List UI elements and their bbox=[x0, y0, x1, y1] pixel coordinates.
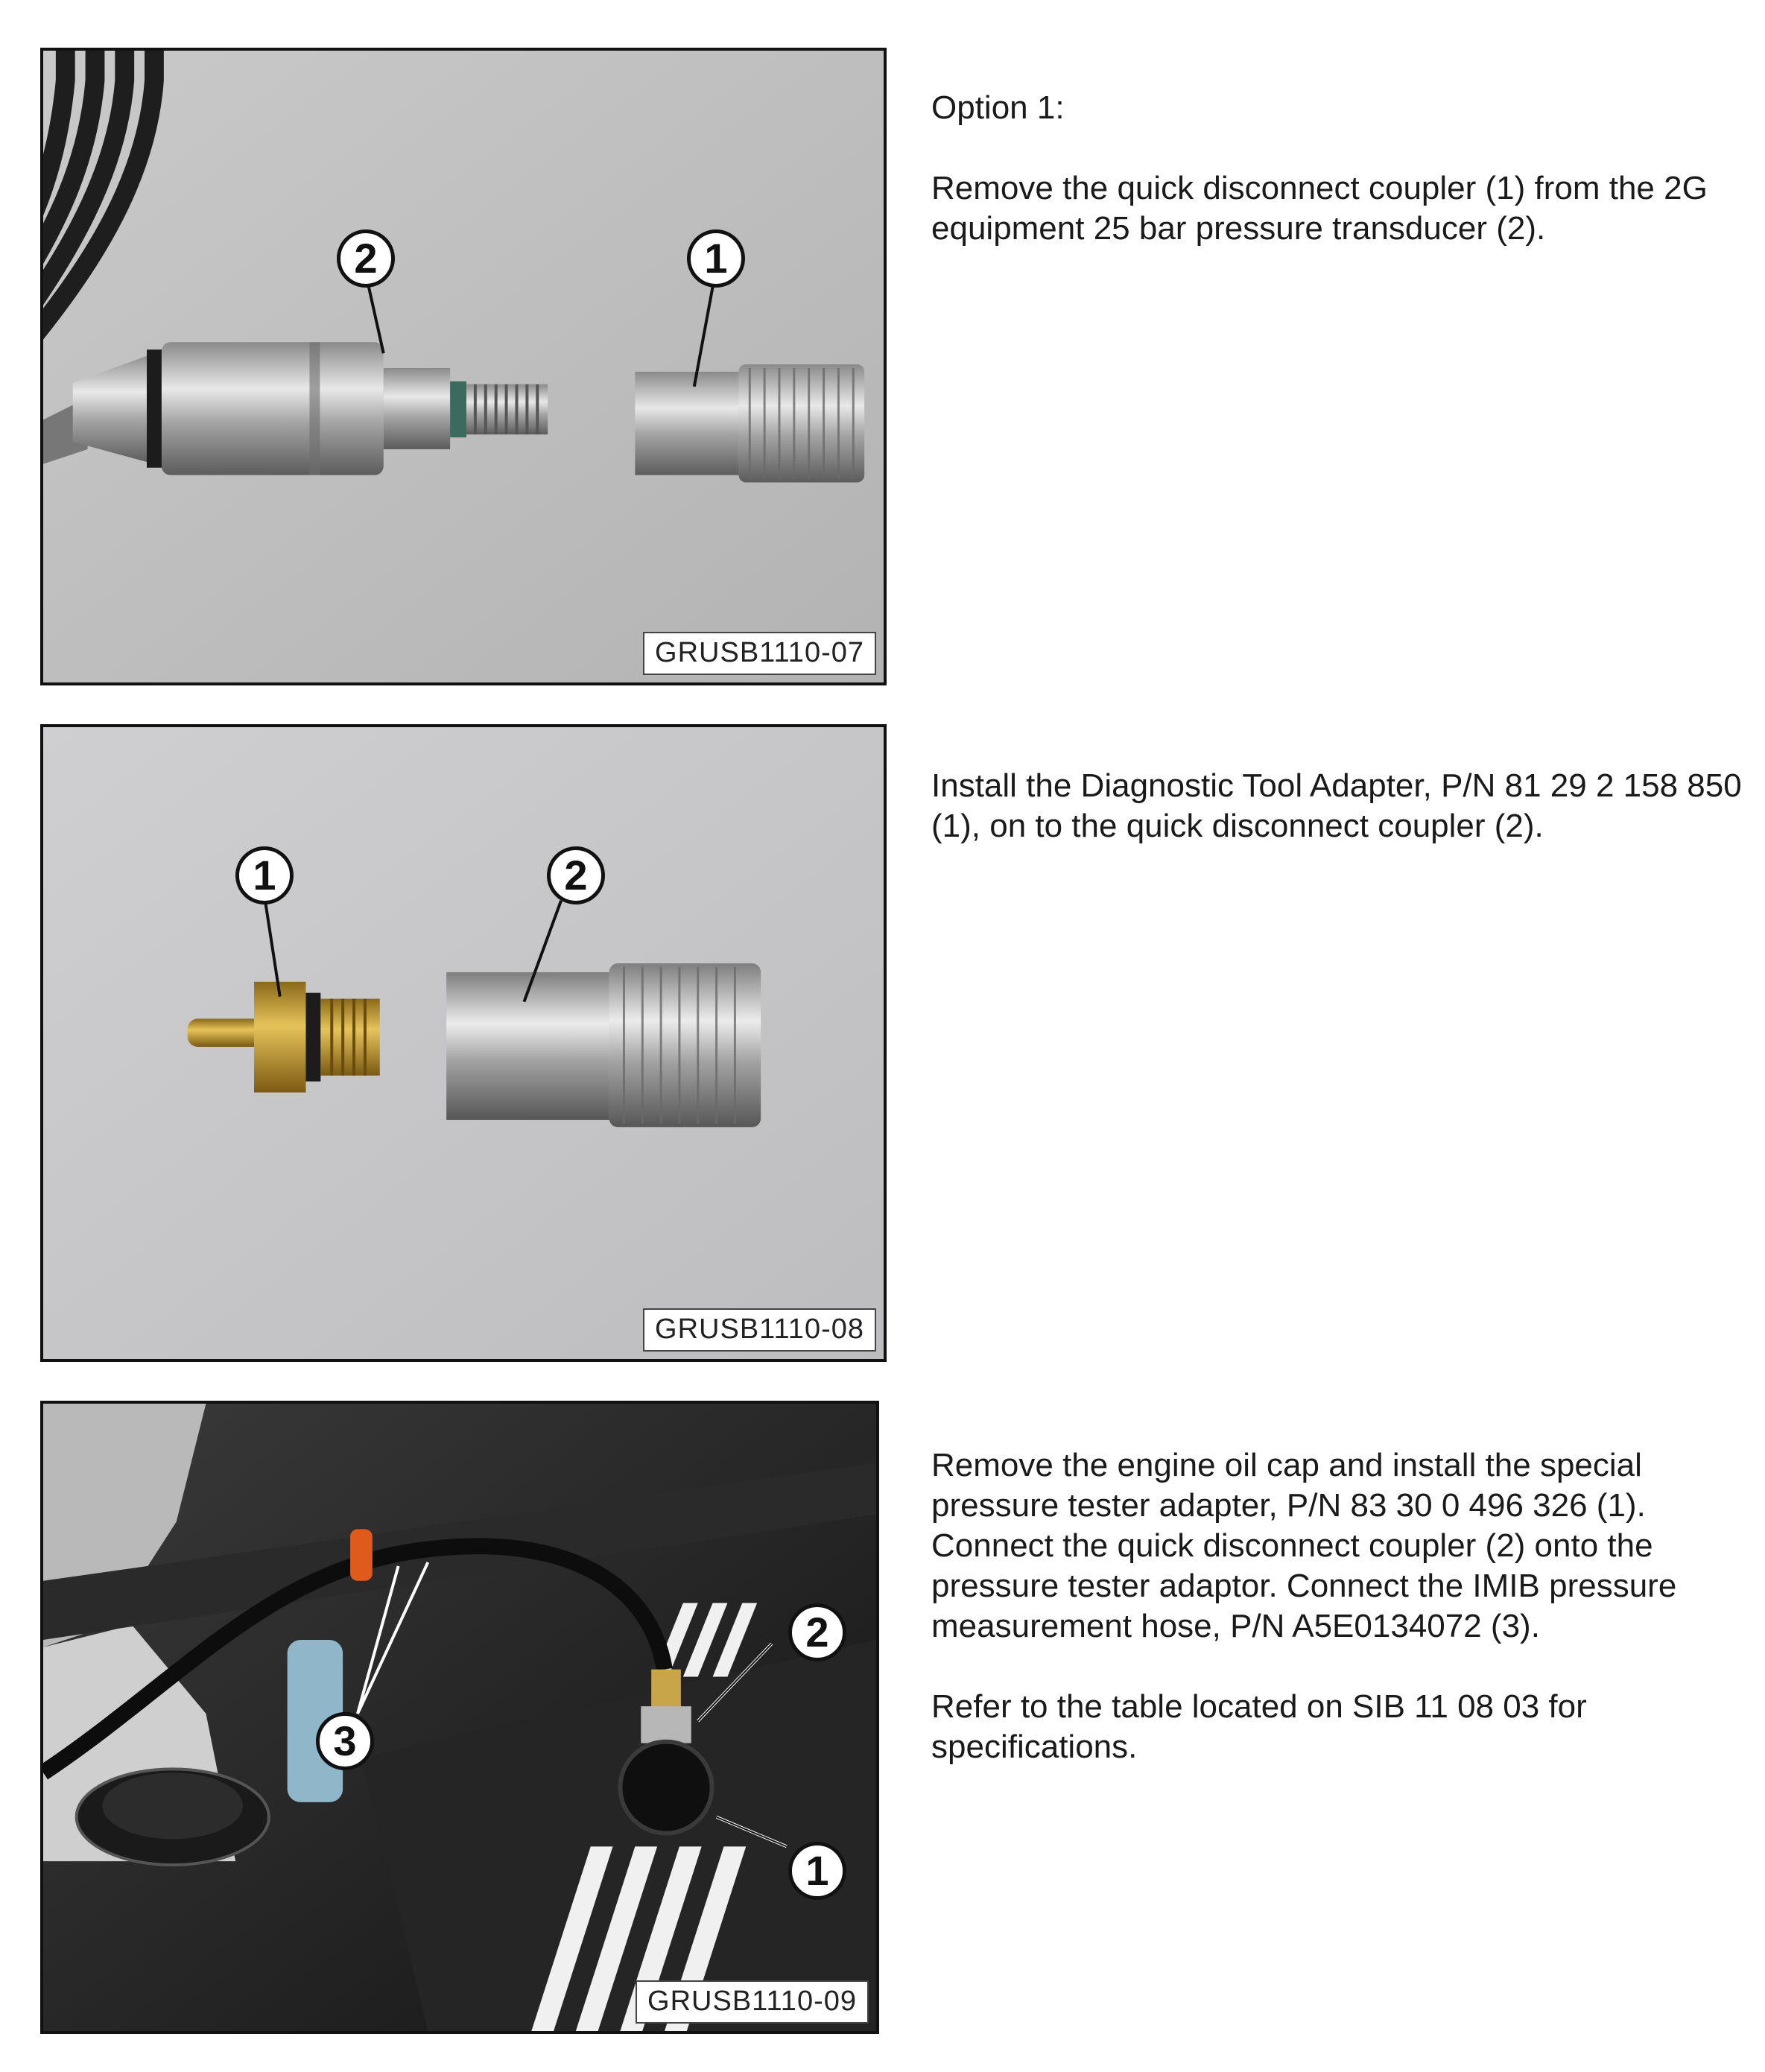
adapter-illustration bbox=[43, 727, 884, 1359]
step-1-text: Remove the quick disconnect coupler (1) from the 2G equipment 25 bar pressure transducer (2). bbox=[931, 170, 1708, 247]
instruction-step-2 bbox=[931, 766, 1751, 887]
callout-2: 2 bbox=[337, 229, 395, 288]
step-2-text: Install the Diagnostic Tool Adapter, P/N 81 29 2 158 850 (1), on to the quick disconnect coupler (2). bbox=[931, 767, 1742, 844]
callout-1: 1 bbox=[687, 229, 745, 288]
callout-3: 3 bbox=[316, 1712, 374, 1770]
step-3-text: Remove the engine oil cap and install the special pressure tester adapter, P/N 83 30 0 496 326 (1). Connect the quick disconnect coupler (2) onto the pressure tester adaptor. Connect the IMIB pressure measurement hose, P/N A5E0134072 (3). bbox=[931, 1447, 1677, 1644]
callout-1: 1 bbox=[235, 846, 294, 904]
callout-1: 1 bbox=[788, 1842, 846, 1900]
photo-label: GRUSB1110-09 bbox=[636, 1980, 869, 2024]
photo-label: GRUSB1110-08 bbox=[643, 1308, 876, 1352]
instruction-step-3 bbox=[931, 1445, 1751, 1808]
photo-label: GRUSB1110-07 bbox=[643, 632, 876, 675]
photo-adapter-and-coupler bbox=[40, 724, 887, 1362]
instruction-step-1 bbox=[931, 88, 1751, 289]
engine-illustration bbox=[43, 1404, 876, 2031]
callout-2: 2 bbox=[547, 846, 605, 904]
transducer-illustration bbox=[43, 51, 884, 682]
specifications-note: Refer to the table located on SIB 11 08 03 for specifications. bbox=[931, 1688, 1587, 1765]
photo-transducer-and-coupler bbox=[40, 48, 887, 685]
callout-2: 2 bbox=[788, 1603, 846, 1661]
option-heading: Option 1: bbox=[931, 89, 1065, 126]
photo-engine-installation bbox=[40, 1401, 879, 2034]
